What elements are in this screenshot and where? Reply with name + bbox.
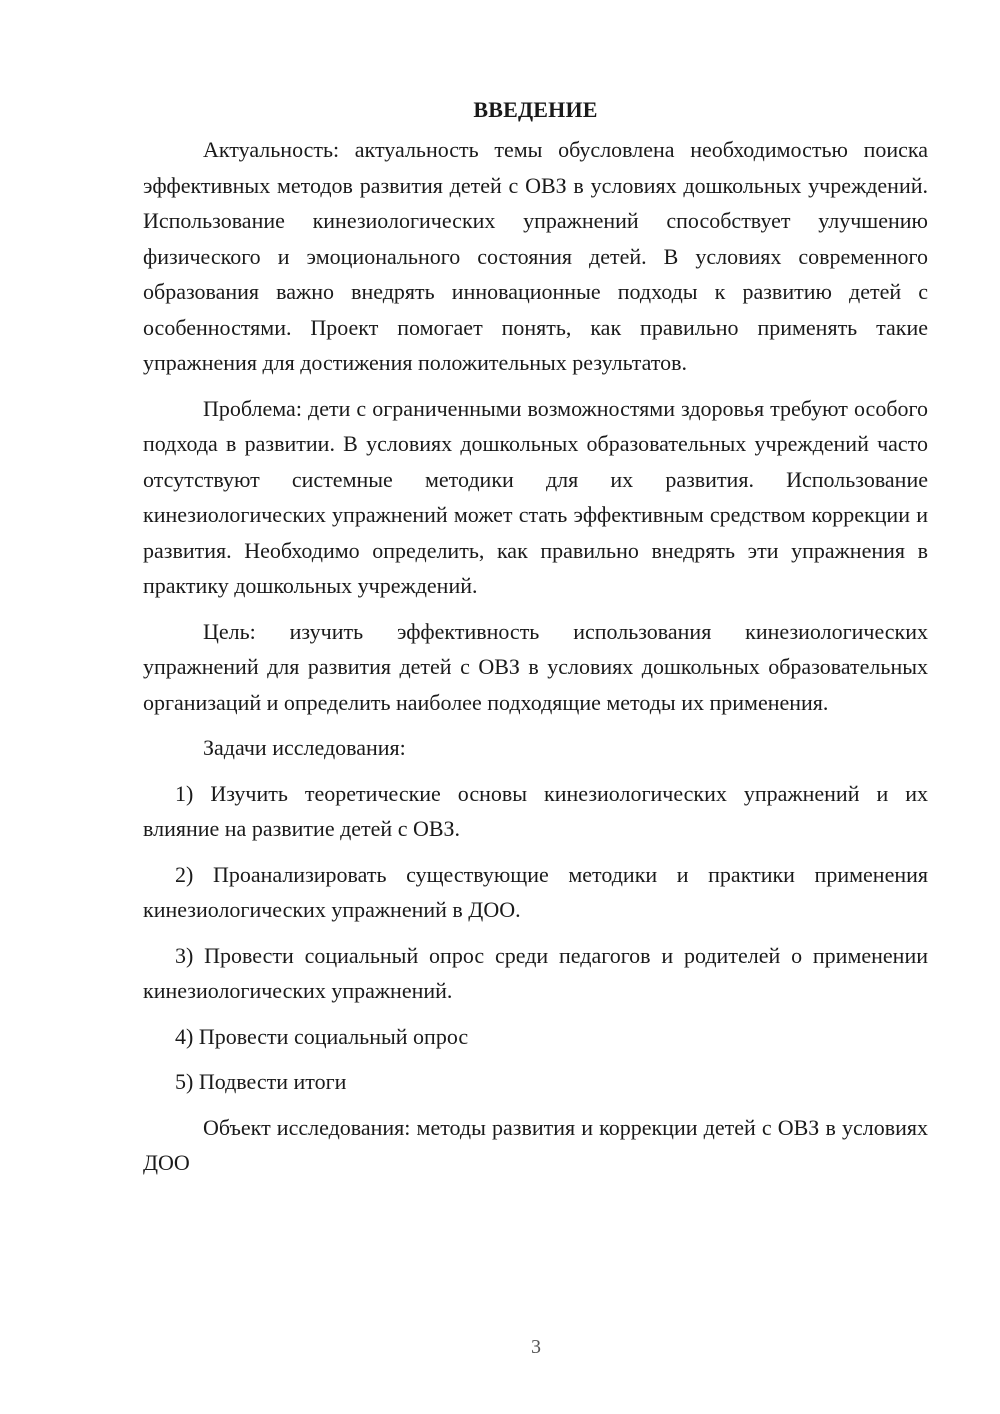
page-body [143, 92, 928, 1191]
task-item-2: 2) Проанализировать существующие методики и практики применения кинезиологических упражнений в ДОО. [143, 861, 928, 922]
tasks-heading: Задачи исследования: [203, 735, 406, 760]
paragraph-relevance: Актуальность: актуальность темы обусловлена необходимостью поиска эффективных методов развития детей с ОВЗ в условиях дошкольных учреждений. Использование кинезиологических упражнений способствует улучшению физического и эмоционального состояния детей. В условиях современного образования важно внедрять инновационные подходы к развитию детей с особенностями. Проект помогает понять, как правильно применять такие упражнения для достижения положительных результатов. [143, 137, 928, 375]
paragraph-problem: Проблема: дети с ограниченными возможностями здоровья требуют особого подхода в развитии. В условиях дошкольных образовательных учреждений часто отсутствуют системные методики для их развития. Использование кинезиологических упражнений может стать эффективным средством коррекции и развития. Необходимо определить, как правильно внедрять эти упражнения в практику дошкольных учреждений. [143, 395, 928, 598]
section-title: ВВЕДЕНИЕ [473, 97, 598, 122]
task-item-1: 1) Изучить теоретические основы кинезиологических упражнений и их влияние на развитие детей с ОВЗ. [143, 780, 928, 841]
paragraph-object: Объект исследования: методы развития и коррекции детей с ОВЗ в условиях ДОО [143, 1114, 928, 1175]
page-number: 3 [531, 1336, 541, 1358]
paragraph-goal: Цель: изучить эффективность использования кинезиологических упражнений для развития детей с ОВЗ в условиях дошкольных образовательных организаций и определить наиболее подходящие методы их применения. [143, 618, 928, 715]
task-item-4: 4) Провести социальный опрос [175, 1023, 469, 1049]
task-item-5: 5) Подвести итоги [175, 1069, 347, 1094]
task-item-3: 3) Провести социальный опрос среди педагогов и родителей о применении кинезиологических упражнений. [143, 942, 928, 1003]
